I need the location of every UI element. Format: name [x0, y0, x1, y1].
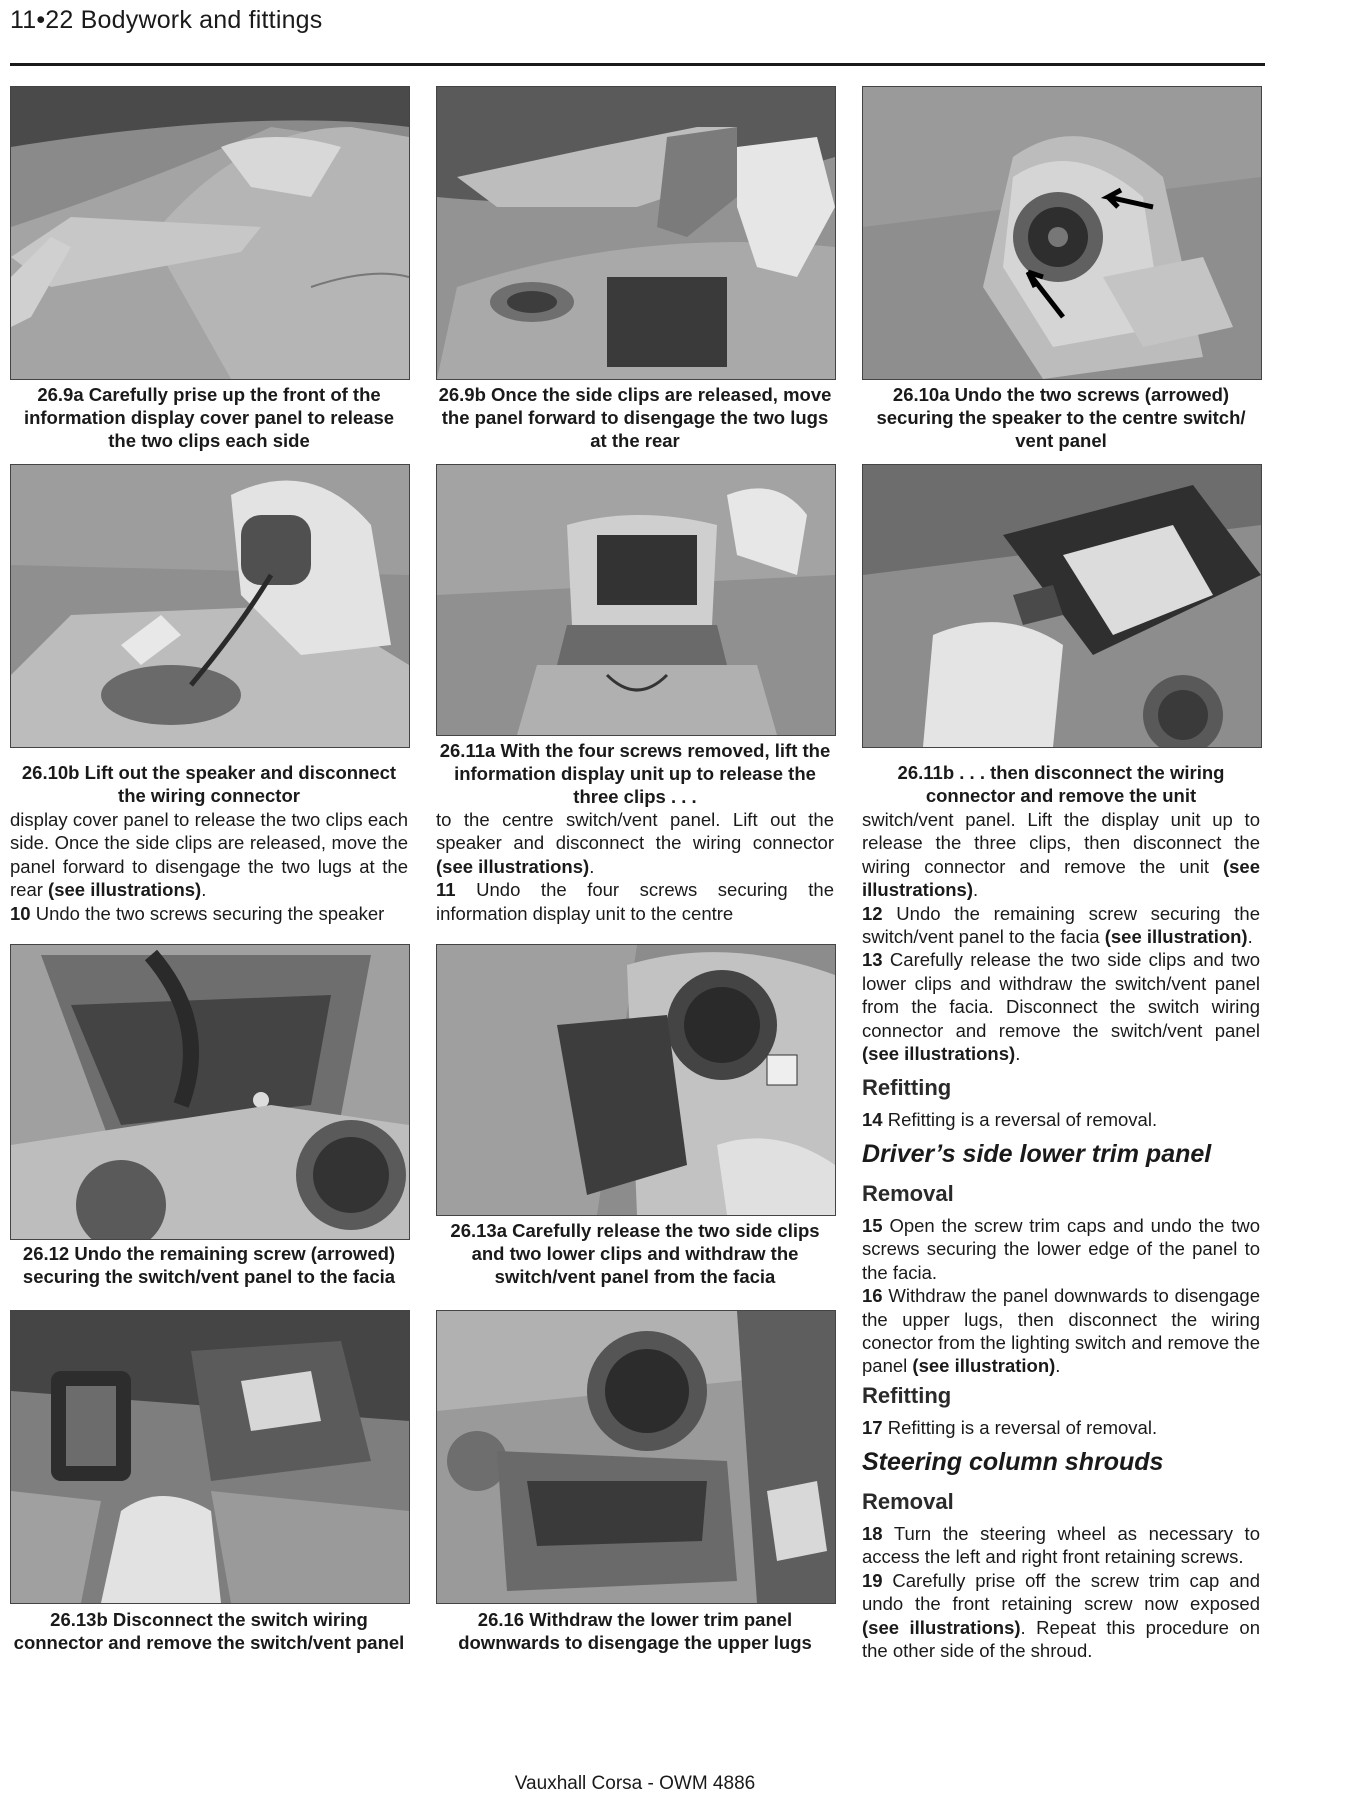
paragraph-cont-col1: display cover panel to release the two clips each side. Once the side clips are released, move the panel forward to disengage the two lugs at the rear (see illustrations). [10, 809, 408, 901]
paragraph-cont-col2: to the centre switch/vent panel. Lift out the speaker and disconnect the wiring connector (see illustrations). [436, 809, 834, 877]
photo-26-13a [436, 944, 836, 1216]
photo-26-16 [436, 1310, 836, 1604]
header-rule [10, 63, 1265, 66]
photo-26-9a [10, 86, 410, 380]
photo-26-11a [436, 464, 836, 736]
photo-26-9b [436, 86, 836, 380]
caption-26-16: 26.16 Withdraw the lower trim panel downwards to disengage the upper lugs [458, 1609, 812, 1653]
caption-26-11b: 26.11b . . . then disconnect the wiring connector and remove the unit [897, 762, 1225, 806]
paragraph-10: 10 Undo the two screws securing the speaker [10, 902, 385, 924]
heading-refitting-1: Refitting [862, 1075, 952, 1100]
paragraph-18: 18 Turn the steering wheel as necessary to access the left and right front retaining screws. [862, 1523, 1260, 1568]
caption-26-9b: 26.9b Once the side clips are released, move the panel forward to disengage the two lugs at the rear [438, 384, 832, 451]
body-removal-2 [862, 1522, 1260, 1662]
page-footer: Vauxhall Corsa - OWM 4886 [514, 1773, 756, 1794]
caption-26-12: 26.12 Undo the remaining screw (arrowed) securing the switch/vent panel to the facia [22, 1243, 396, 1287]
photo-26-12 [10, 944, 410, 1240]
photo-26-10b [10, 464, 410, 748]
section-title-lower-trim: Driver’s side lower trim panel [862, 1140, 1212, 1168]
photo-26-11b [862, 464, 1262, 748]
photo-26-10a [862, 86, 1262, 380]
caption-26-13a: 26.13a Carefully release the two side clips and two lower clips and withdraw the switch/vent panel from the facia [450, 1220, 820, 1287]
caption-26-13b: 26.13b Disconnect the switch wiring connector and remove the switch/vent panel [13, 1609, 405, 1653]
paragraph-17: 17 Refitting is a reversal of removal. [862, 1417, 1158, 1438]
paragraph-12: 12 Undo the remaining screw securing the switch/vent panel to the facia (see illustration). [862, 902, 1260, 948]
caption-26-10b: 26.10b Lift out the speaker and disconnect the wiring connector [21, 762, 397, 806]
body-col2 [436, 808, 834, 925]
body-col3 [862, 808, 1260, 1065]
photo-26-13b [10, 1310, 410, 1604]
caption-26-9a: 26.9a Carefully prise up the front of the information display cover panel to release the two clips each side [23, 384, 395, 451]
page-header: 11•22 Bodywork and fittings [10, 6, 323, 34]
caption-26-10a: 26.10a Undo the two screws (arrowed) securing the speaker to the centre switch/ vent panel [876, 384, 1246, 451]
paragraph-19: 19 Carefully prise off the screw trim cap and undo the front retaining screw now exposed (see illustrations). Repeat this procedure on the other side of the shroud. [862, 1569, 1261, 1662]
heading-refitting-2: Refitting [862, 1383, 952, 1408]
body-col1 [10, 808, 408, 925]
heading-removal-1: Removal [862, 1181, 954, 1206]
paragraph-11: 11 Undo the four screws securing the information display unit to the centre [436, 879, 835, 924]
heading-removal-2: Removal [862, 1489, 954, 1514]
paragraph-16: 16 Withdraw the panel downwards to disengage the upper lugs, then disconnect the wiring conector from the lighting switch and remove the panel (see illustration). [862, 1285, 1260, 1377]
body-removal-1 [862, 1214, 1260, 1378]
paragraph-cont-col3: switch/vent panel. Lift the display unit up to release the three clips, then disconnect the wiring connector and remove the unit (see illustrations). [862, 809, 1260, 901]
caption-26-11a: 26.11a With the four screws removed, lift the information display unit up to release the three clips . . . [439, 740, 831, 807]
paragraph-13: 13 Carefully release the two side clips and two lower clips and withdraw the switch/vent panel from the facia. Disconnect the switch wiring connector and remove the switch/vent panel (see illustrations). [862, 949, 1261, 1065]
paragraph-15: 15 Open the screw trim caps and undo the two screws securing the lower edge of the panel to the facia. [862, 1215, 1260, 1283]
paragraph-14: 14 Refitting is a reversal of removal. [862, 1109, 1158, 1130]
section-title-steering-shrouds: Steering column shrouds [862, 1448, 1164, 1476]
